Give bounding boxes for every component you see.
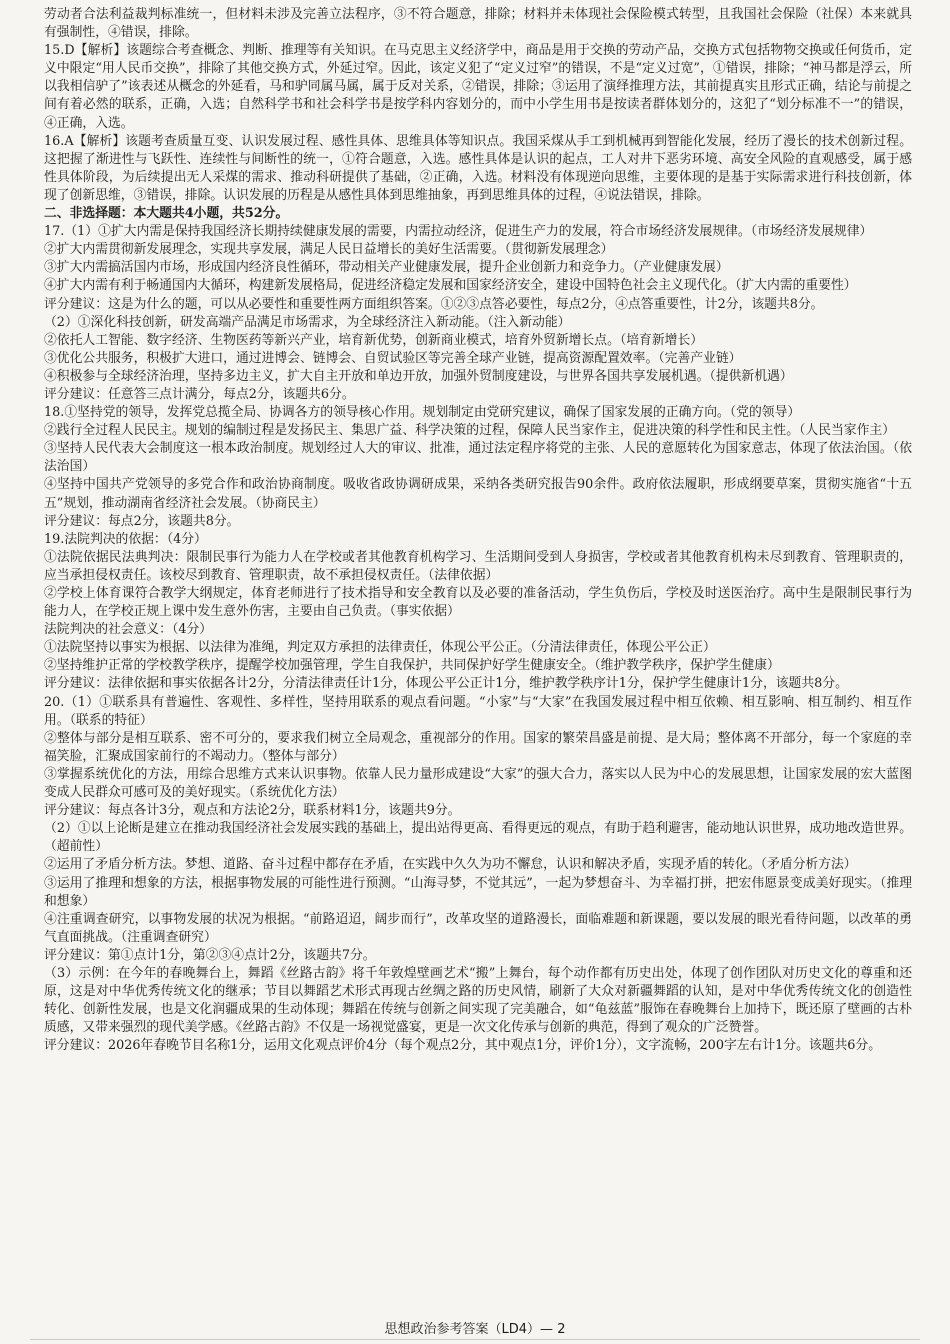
scoring-note: 评分建议：每点2分，该题共8分。	[44, 513, 240, 529]
answer-17-2-point-3: ③优化公共服务，积极扩大进口，通过进博会、链博会、自贸试验区等完善全球产业链，提高资源配置效率。（完善产业链）	[44, 350, 742, 366]
answer-20-2-point-3: ③运用了推理和想象的方法，根据事物发展的可能性进行预测。“山海寻梦，不觉其远”，一起为梦想奋斗、为幸福打拼，把宏伟愿景变成美好现实。（推理和想象）	[44, 875, 912, 909]
answer-17-1-point-4: ④扩大内需有利于畅通国内大循环，构建新发展格局，促进经济稳定发展和国家经济安全，建设中国特色社会主义现代化。（扩大内需的重要性）	[44, 278, 857, 294]
answer-19-significance-1: ①法院坚持以事实为根据、以法律为准绳，判定双方承担的法律责任，体现公平公正。（分清法律责任，体现公平公正）	[44, 640, 716, 656]
answer-17-2-point-1: （2）①深化科技创新，研发高端产品满足市场需求，为全球经济注入新动能。（注入新动能）	[44, 314, 571, 330]
scoring-note: 评分建议：任意答三点计满分，每点2分，该题共6分。	[44, 386, 355, 402]
section-heading: 二、非选择题：本大题共4小题，共52分。	[44, 206, 289, 222]
answer-19-basis-2: ②学校上体育课符合教学大纲规定，体育老师进行了技术指导和安全教育以及必要的准备活动，学生负伤后，学校及时送医治疗。高中生是限制民事行为能力人，在学校正规上课中发生意外伤害，主要由自己负责。（事实依据）	[44, 586, 912, 620]
answer-18-point-3: ③坚持人民代表大会制度这一根本政治制度。规划经过人大的审议、批准，通过法定程序将党的主张、人民的意愿转化为国家意志，体现了依法治国。（依法治国）	[44, 441, 912, 475]
answer-content	[44, 6, 912, 1055]
scoring-note: 评分建议：2026年春晚节目名称1分，运用文化观点评价4分（每个观点2分，其中观点1分，评价1分），文字流畅，200字左右计1分。该题共6分。	[44, 1038, 882, 1054]
answer-20-1-point-1: 20.（1）①联系具有普遍性、客观性、多样性，坚持用联系的观点看问题。“小家”与“大家”在我国发展过程中相互依赖、相互影响、相互制约、相互作用。（联系的特征）	[44, 694, 912, 728]
answer-18-point-1: 18.①坚持党的领导，发挥党总揽全局、协调各方的领导核心作用。规划制定由党研究建议，确保了国家发展的正确方向。（党的领导）	[44, 405, 801, 421]
answer-19-basis-heading: 19.法院判决的依据：（4分）	[44, 531, 207, 547]
answer-20-1-point-3: ③掌握系统优化的方法，用综合思维方式来认识事物。依靠人民力量形成建设“大家”的强大合力，落实以人民为中心的发展思想，让国家发展的宏大蓝图变成人民群众可感可及的美好现实。（系统优化方法）	[44, 766, 912, 801]
answer-20-1-point-2: ②整体与部分是相互联系、密不可分的，要求我们树立全局观念，重视部分的作用。国家的繁荣昌盛是前提、是大局；整体离不开部分，每一个家庭的幸福笑脸，汇聚成国家前行的不竭动力。（整体与部分）	[44, 730, 912, 764]
answer-17-2-point-4: ④积极参与全球经济治理，坚持多边主义，扩大自主开放和单边开放，加强外贸制度建设，与世界各国共享发展机遇。（提供新机遇）	[44, 368, 793, 384]
paragraph: 劳动者合法利益裁判标准统一，但材料未涉及完善立法程序，③不符合题意，排除；材料并未体现社会保险模式转型，且我国社会保险（社保）本来就具有强制性，④错误，排除。	[44, 7, 912, 41]
answer-15: 15.D【解析】该题综合考查概念、判断、推理等有关知识。在马克思主义经济学中，商品是用于交换的劳动产品，交换方式包括物物交换或任何货币，定义中限定“用人民币交换”，排除了其他交换方式，外延过窄。因此，该定义犯了“定义过窄”的错误，不是“定义过宽”，①错误，排除；“神马都是浮云，所以我相信驴了”该表述从概念的外延看，马和驴同属马属，属于反对关系，②错误，排除；③运用了演绎推理方法，其前提真实且形式正确，结论与前提之间有着必然的联系，正确，入选；自然科学书和社会科学书是按学科内容划分的，而中小学生用书是按读者群体划分的，这犯了“划分标准不一”的错误，④正确，入选。	[44, 43, 912, 131]
scoring-note: 评分建议：法律依据和事实依据各计2分，分清法律责任计1分，体现公平公正计1分，维护教学秩序计1分，保护学生健康计1分，该题共8分。	[44, 676, 848, 692]
answer-17-1-point-3: ③扩大内需搞活国内市场，形成国内经济良性循环，带动相关产业健康发展，提升企业创新力和竞争力。（产业健康发展）	[44, 260, 729, 276]
scoring-note: 评分建议：第①点计1分，第②③④点计2分，该题共7分。	[44, 947, 376, 963]
answer-19-significance-heading: 法院判决的社会意义：（4分）	[44, 622, 213, 638]
answer-16: 16.A【解析】该题考查质量互变、认识发展过程、感性具体、思维具体等知识点。我国采煤从手工到机械再到智能化发展，经历了漫长的技术创新过程。这把握了渐进性与飞跃性、连续性与间断性的统一，①符合题意，入选。感性具体是认识的起点，工人对井下恶劣环境、高安全风险的直观感受，属于感性具体阶段，为后续提出无人采煤的需求、推动科研提供了基础，②正确，入选。材料没有体现逆向思维，主要体现的是基于实际需求进行科技创新，体现了创新思维，③错误，排除。认识发展的历程是从感性具体到思维抽象，再到思维具体的过程，④说法错误，排除。	[44, 133, 912, 203]
page-footer: 思想政治参考答案（LD4）— 2	[384, 1322, 566, 1337]
scoring-note: 评分建议：这是为什么的题，可以从必要性和重要性两方面组织答案。①②③点答必要性，每点2分，④点答重要性，计2分，该题共8分。	[44, 296, 824, 312]
answer-20-2-point-2: ②运用了矛盾分析方法。梦想、道路、奋斗过程中都存在矛盾，在实践中久久为功不懈怠，认识和解决矛盾，实现矛盾的转化。（矛盾分析方法）	[44, 857, 857, 873]
answer-20-2-point-4: ④注重调查研究，以事物发展的状况为根据。“前路迢迢，阔步而行”，改革攻坚的道路漫长，面临难题和新课题，要以发展的眼光看待问题，以改革的勇气直面挑战。（注重调查研究）	[44, 911, 912, 945]
answer-17-1-point-1: 17.（1）①扩大内需是保持我国经济长期持续健康发展的需要，内需拉动经济，促进生产力的发展，符合市场经济发展规律。（市场经济发展规律）	[44, 224, 873, 240]
answer-17-2-point-2: ②依托人工智能、数字经济、生物医药等新兴产业，培育新优势，创新商业模式，培育外贸新增长点。（培育新增长）	[44, 332, 704, 348]
answer-18-point-2: ②践行全过程人民民主。规划的编制过程是发扬民主、集思广益、科学决策的过程，保障人民当家作主，促进决策的科学性和民主性。（人民当家作主）	[44, 423, 895, 439]
answer-19-basis-1: ①法院依据民法典判决：限制民事行为能力人在学校或者其他教育机构学习、生活期间受到人身损害，学校或者其他教育机构未尽到教育、管理职责的，应当承担侵权责任。该校尽到教育、管理职责，故不承担侵权责任。（法律依据）	[44, 549, 912, 583]
scoring-note: 评分建议：每点各计3分，观点和方法论2分，联系材料1分，该题共9分。	[44, 803, 461, 819]
answer-17-1-point-2: ②扩大内需贯彻新发展理念，实现共享发展，满足人民日益增长的美好生活需要。（贯彻新发展理念）	[44, 242, 614, 258]
answer-19-significance-2: ②坚持维护正常的学校教学秩序，提醒学校加强管理，学生自我保护，共同保护好学生健康安全。（维护教学秩序，保护学生健康）	[44, 658, 780, 674]
bottom-divider	[30, 1339, 920, 1340]
answer-20-3-example: （3）示例：在今年的春晚舞台上，舞蹈《丝路古韵》将千年敦煌壁画艺术“搬”上舞台，每个动作都有历史出处，体现了创作团队对历史文化的尊重和还原，这是对中华优秀传统文化的继承；节目以舞蹈艺术形式再现古丝绸之路的历史风情，刷新了大众对新疆舞蹈的认知，是对中华优秀传统文化的创造性转化、创新性发展，也是文化润疆成果的生动体现；舞蹈在传统与创新之间实现了完美融合，如“龟兹蓝”服饰在春晚舞台上加持下，既还原了壁画的古朴质感，又带来强烈的现代美学感。《丝路古韵》不仅是一场视觉盛宴，更是一次文化传承与创新的典范，得到了观众的广泛赞誉。	[44, 965, 912, 1036]
answer-20-2-point-1: （2）①以上论断是建立在推动我国经济社会发展实践的基础上，提出站得更高、看得更远的观点，有助于趋利避害，能动地认识世界，成功地改造世界。（超前性）	[44, 821, 912, 855]
answer-18-point-4: ④坚持中国共产党领导的多党合作和政治协商制度。吸收省政协调研成果，采纳各类研究报告90余件。政府依法履职，形成纲要草案，贯彻实施省“十五五”规划，推动湖南省经济社会发展。（协商民主）	[44, 477, 912, 511]
